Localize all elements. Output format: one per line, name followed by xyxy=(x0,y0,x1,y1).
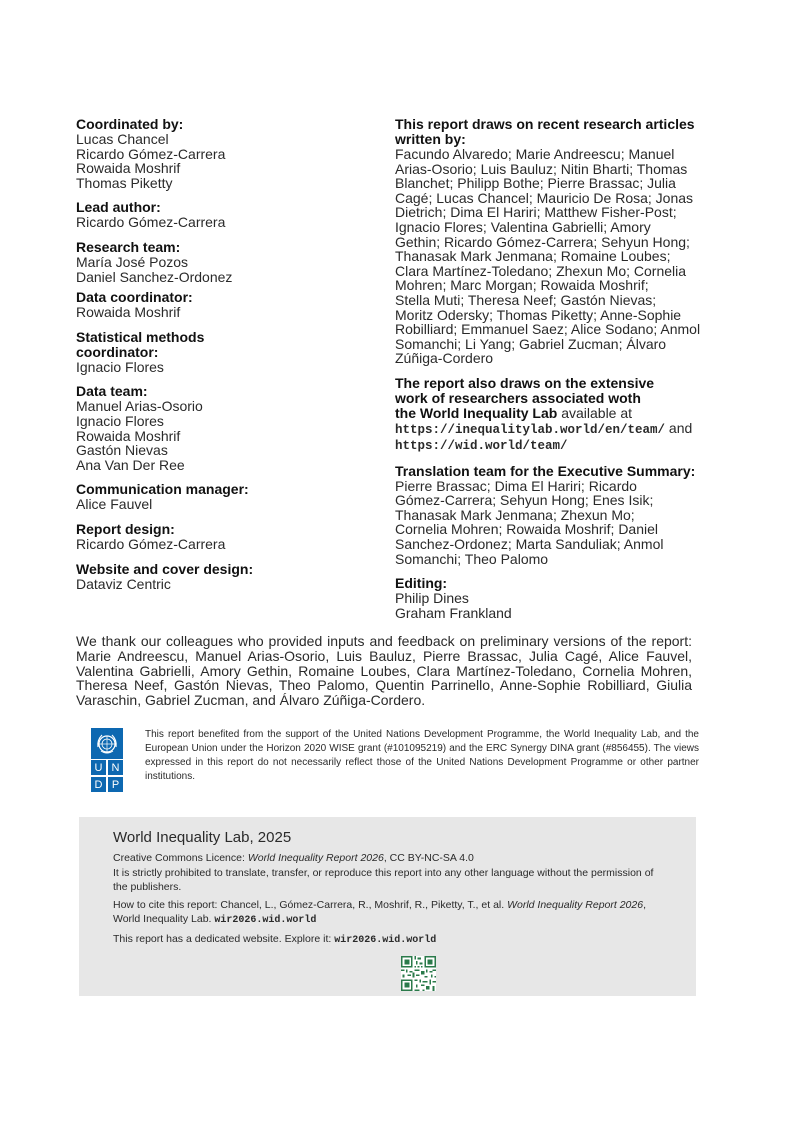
credit-heading: Editing: xyxy=(395,575,448,592)
credit-name: Manuel Arias-Osorio xyxy=(76,398,203,415)
credit-website-design xyxy=(76,562,376,592)
credit-name: Ignacio Flores xyxy=(76,412,164,429)
credit-name: Rowaida Moshrif xyxy=(76,427,181,444)
credit-communication-manager xyxy=(76,482,376,512)
credit-heading-line: written by: xyxy=(395,131,466,147)
credit-report-design xyxy=(76,522,376,552)
acknowledgements-paragraph: We thank our colleagues who provided inputs and feedback on preliminary versions of the report: Marie Andreescu, Manuel Arias-Osorio, Luis Bauluz, Pierre Brassac, Julia Cagé, Alice Fauvel, Valentina Gabrielli, Amory Gethin, Romaine Loubes, Clara Martínez-Toledano, Cornelia Mohren, Theresa Neef, Gastón Nievas, Theo Palomo, Quentin Parrinello, Anne-Sophie Robilliard, Giulia Varaschin, Gabriel Zucman, and Álvaro Zúñiga-Cordero. xyxy=(76,633,692,709)
credit-line: Ignacio Flores; Valentina Gabrielli; Amory xyxy=(395,218,651,235)
credit-heading: Coordinated by: xyxy=(76,116,184,132)
credit-heading xyxy=(395,376,705,406)
prohibition-text: It is strictly prohibited to translate, transfer, or reproduce this report into any other language without the permission of the publishers. xyxy=(113,866,654,893)
credit-research-team xyxy=(76,240,376,284)
undp-letter: D xyxy=(91,777,106,792)
credit-name: Philip Dines xyxy=(395,590,469,607)
credit-name: Rowaida Moshrif xyxy=(76,304,181,321)
credit-data-coordinator xyxy=(76,290,376,320)
credits-left-column xyxy=(76,117,376,597)
wid-team-link[interactable]: https://wid.world/team/ xyxy=(395,439,568,454)
wil-name: the World Inequality Lab xyxy=(395,404,558,421)
credit-lead-author xyxy=(76,200,376,230)
research-articles-credit xyxy=(395,117,705,366)
credit-name: Ricardo Gómez-Carrera xyxy=(76,535,226,552)
credit-heading: Communication manager: xyxy=(76,481,249,498)
credit-line: Gómez-Carrera; Sehyun Hong; Enes Isik; xyxy=(395,492,654,509)
undp-logo xyxy=(91,728,123,791)
credit-heading: Research team: xyxy=(76,238,181,255)
report-title-italic: World Inequality Report 2026 xyxy=(507,898,644,911)
credit-coordinated-by xyxy=(76,117,376,190)
credit-heading-line: Statistical methods xyxy=(76,328,205,345)
credit-heading-line: work of researchers associated woth xyxy=(395,389,641,406)
credit-line: Gethin; Ricardo Gómez-Carrera; Sehyun Hong; xyxy=(395,233,690,250)
funding-text: This report benefited from the support of the United Nations Development Programme, the World Inequality Lab, and the European Union under the Horizon 2020 WISE grant (#101095219) and the ERC Synergy DINA grant (#856455). The views expressed in this report do not necessarily reflect those of the United Nations Development Programme or other partner institutions. xyxy=(145,729,699,782)
undp-letter: N xyxy=(108,760,123,775)
credit-name: Ana Van Der Ree xyxy=(76,456,185,473)
wil-paragraph xyxy=(395,406,705,454)
citation-text xyxy=(113,898,658,929)
credit-name: Ricardo Gómez-Carrera xyxy=(76,145,226,162)
licence-prefix: Creative Commons Licence: xyxy=(113,852,248,864)
credit-line: Dietrich; Dima El Hariri; Matthew Fisher-Post; xyxy=(395,204,677,221)
wil-researchers-credit xyxy=(395,376,705,454)
credit-line: Somanchi; Theo Palomo xyxy=(395,550,549,567)
credit-name: Ricardo Gómez-Carrera xyxy=(76,214,226,231)
available-at-text: available at xyxy=(557,404,633,421)
credit-heading-line: The report also draws on the extensive xyxy=(395,374,655,391)
wil-team-link[interactable]: https://inequalitylab.world/en/team/ xyxy=(395,422,666,437)
credit-line: Clara Martínez-Toledano; Zhexun Mo; Cornelia xyxy=(395,262,687,279)
credit-line: Robilliard; Emmanuel Saez; Alice Sodano; Anmol xyxy=(395,321,701,338)
credit-line: Thanasak Mark Jenmana; Zhexun Mo; xyxy=(395,506,635,523)
website-line xyxy=(113,932,658,949)
credit-name: Daniel Sanchez-Ordonez xyxy=(76,268,233,285)
credit-heading: Report design: xyxy=(76,520,175,537)
credit-heading-line: coordinator: xyxy=(76,343,159,360)
credit-name: Graham Frankland xyxy=(395,604,512,621)
licence-line xyxy=(113,851,658,866)
translation-team-credit xyxy=(395,464,705,567)
credit-heading xyxy=(395,117,705,147)
and-text: and xyxy=(665,419,693,436)
credit-heading-line: This report draws on recent research articles xyxy=(395,116,695,132)
credit-name: Alice Fauvel xyxy=(76,496,153,513)
un-emblem-icon xyxy=(91,728,123,759)
credit-line: Facundo Alvaredo; Marie Andreescu; Manuel xyxy=(395,146,675,162)
credit-heading xyxy=(76,330,376,360)
credit-name: Ignacio Flores xyxy=(76,358,164,375)
report-title-italic: World Inequality Report 2026 xyxy=(247,852,384,864)
credit-line: Cagé; Lucas Chancel; Mauricio De Rosa; Jonas xyxy=(395,189,694,206)
credit-name: Lucas Chancel xyxy=(76,131,169,147)
funding-statement xyxy=(91,728,701,792)
credit-heading: Data coordinator: xyxy=(76,289,193,306)
credit-line: Somanchi; Li Yang; Gabriel Zucman; Álvaro xyxy=(395,335,667,352)
credit-line: Cornelia Mohren; Rowaida Moshrif; Daniel xyxy=(395,521,659,538)
credit-line: Mohren; Marc Morgan; Rowaida Moshrif; xyxy=(395,277,649,294)
credit-name: Gastón Nievas xyxy=(76,442,168,459)
credit-line: Sanchez-Ordonez; Marta Sanduliak; Anmol xyxy=(395,536,664,553)
credit-heading: Data team: xyxy=(76,383,148,400)
credit-heading: Lead author: xyxy=(76,199,161,216)
credit-statistical-methods xyxy=(76,330,376,375)
cite-url-link[interactable]: wir2026.wid.world xyxy=(214,915,317,926)
cite-prefix: How to cite this report: Chancel, L., Gómez-Carrera, R., Moshrif, R., Piketty, T., et al. xyxy=(113,898,508,911)
credit-heading: Translation team for the Executive Summary: xyxy=(395,462,696,479)
credit-name: Dataviz Centric xyxy=(76,575,171,592)
undp-letter: U xyxy=(91,760,106,775)
copyright-title: World Inequality Lab, 2025 xyxy=(113,829,292,846)
license-box xyxy=(79,817,696,996)
website-url-link[interactable]: wir2026.wid.world xyxy=(334,934,437,946)
undp-letter: P xyxy=(108,777,123,792)
credit-name: Thomas Piketty xyxy=(76,174,173,191)
qr-code-icon[interactable] xyxy=(401,956,436,991)
credit-line: Zúñiga-Cordero xyxy=(395,350,494,367)
credit-line: Thanasak Mark Jenmana; Romaine Loubes; xyxy=(395,248,671,265)
credit-data-team xyxy=(76,384,376,472)
licence-suffix: , CC BY-NC-SA 4.0 xyxy=(383,852,474,864)
credit-line: Pierre Brassac; Dima El Hariri; Ricardo xyxy=(395,477,637,494)
cite-suffix: , World Inequality Lab. xyxy=(113,898,646,925)
credit-line: Stella Muti; Theresa Neef; Gastón Nievas; xyxy=(395,291,657,308)
editing-credit xyxy=(395,576,705,620)
credit-line: Blanchet; Philipp Bothe; Pierre Brassac; Julia xyxy=(395,175,676,192)
credit-name: María José Pozos xyxy=(76,253,189,270)
credit-name: Rowaida Moshrif xyxy=(76,160,181,177)
credit-heading: Website and cover design: xyxy=(76,560,254,577)
website-prefix: This report has a dedicated website. Explore it: xyxy=(113,932,335,945)
credits-right-column xyxy=(395,117,705,626)
credit-line: Moritz Odersky; Thomas Piketty; Anne-Sophie xyxy=(395,306,682,323)
credit-line: Arias-Osorio; Luis Bauluz; Nitin Bharti; Thomas xyxy=(395,160,688,177)
